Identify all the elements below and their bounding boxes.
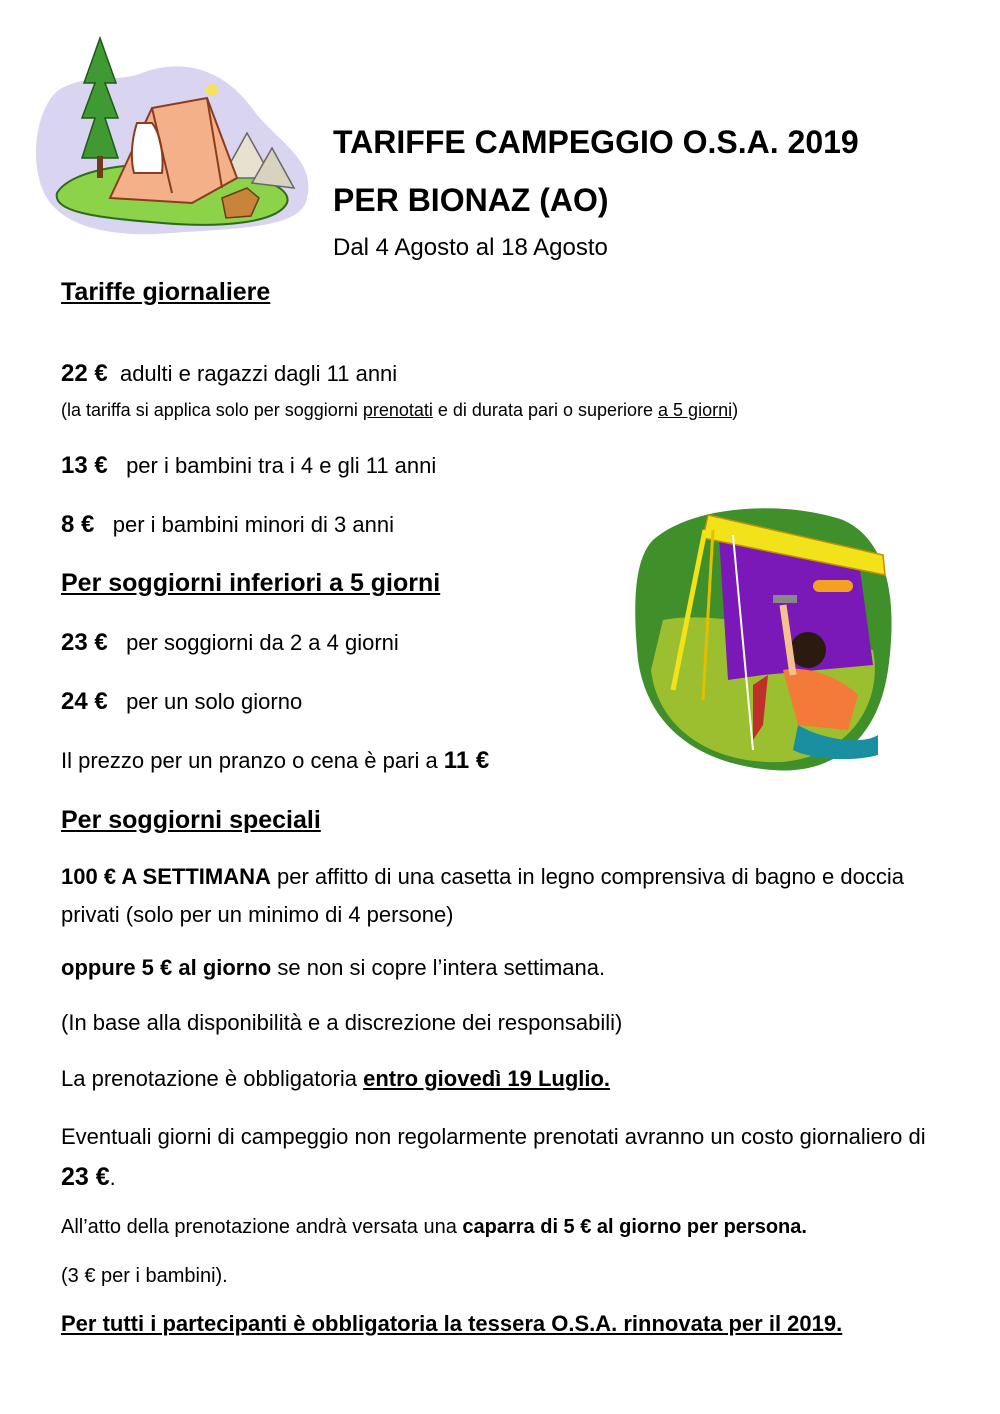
daily-cabin-rate: [61, 955, 605, 981]
adult-desc: adulti e ragazzi dagli 11 anni: [119, 361, 398, 386]
special-stays-heading: Per soggiorni speciali: [61, 806, 321, 834]
daily-cabin-price: oppure 5 € al giorno: [61, 955, 272, 980]
unbooked-days-note: [61, 1117, 941, 1198]
unbooked-text: Eventuali giorni di campeggio non regolarmente prenotati avranno un costo giornaliero di: [61, 1124, 926, 1149]
small-kids-desc: per i bambini minori di 3 anni: [112, 512, 394, 537]
single-day-price: 24 €: [61, 688, 108, 715]
weekly-cabin-desc: per affitto di una casetta in legno comprensiva di bagno e doccia privati (solo per un minimo di 4 persone): [61, 864, 904, 927]
deposit-amount: caparra di 5 € al giorno per persona.: [462, 1216, 807, 1238]
daily-rates-heading: Tariffe giornaliere: [61, 278, 271, 306]
meal-price-line: [61, 747, 489, 775]
booking-deadline: entro giovedì 19 Luglio.: [363, 1066, 611, 1091]
small-kids-price: 8 €: [61, 511, 95, 538]
weekly-cabin-rate: [61, 858, 941, 934]
note-booked: prenotati: [362, 400, 433, 420]
weekly-cabin-price: 100 € A SETTIMANA: [61, 864, 271, 889]
note-text-2: e di durata pari o superiore: [432, 400, 659, 420]
deposit-kids-note: (3 € per i bambini).: [61, 1265, 228, 1287]
daily-cabin-desc: se non si copre l’intera settimana.: [271, 955, 606, 980]
camper-pitching-tent-icon: [633, 500, 898, 780]
kids-rate: [61, 452, 436, 480]
meal-price: 11 €: [443, 747, 490, 774]
short-stays-heading: Per soggiorni inferiori a 5 giorni: [61, 569, 441, 597]
note-close: ): [732, 400, 739, 420]
short-stay-desc: per soggiorni da 2 a 4 giorni: [126, 630, 399, 655]
deposit-text: All’atto della prenotazione andrà versata una: [61, 1216, 463, 1238]
note-min-days: a 5 giorni: [658, 400, 733, 420]
unbooked-end: .: [109, 1165, 116, 1190]
event-dates: Dal 4 Agosto al 18 Agosto: [333, 234, 608, 261]
short-stay-price: 23 €: [61, 629, 108, 656]
adult-rate: [61, 360, 397, 388]
short-stay-rate: [61, 629, 399, 657]
kids-desc: per i bambini tra i 4 e gli 11 anni: [126, 453, 437, 478]
adult-rate-note: [61, 400, 738, 421]
availability-note: (In base alla disponibilità e a discrezione dei responsabili): [61, 1010, 623, 1035]
title-line-2: PER BIONAZ (AO): [333, 182, 609, 218]
deposit-line: [61, 1216, 807, 1239]
booking-deadline-line: [61, 1066, 610, 1092]
single-day-desc: per un solo giorno: [126, 689, 303, 714]
adult-price: 22 €: [61, 360, 108, 387]
unbooked-price: 23 €: [61, 1163, 110, 1191]
membership-requirement: Per tutti i partecipanti è obbligatoria la tessera O.S.A. rinnovata per il 2019.: [61, 1311, 843, 1336]
tent-clipart-icon: [22, 28, 322, 248]
small-kids-rate: [61, 511, 394, 539]
meal-text: Il prezzo per un pranzo o cena è pari a: [61, 748, 444, 773]
kids-price: 13 €: [61, 452, 108, 479]
title-line-1: TARIFFE CAMPEGGIO O.S.A. 2019: [333, 124, 859, 160]
booking-text: La prenotazione è obbligatoria: [61, 1066, 364, 1091]
single-day-rate: [61, 688, 302, 716]
note-text: (la tariffa si applica solo per soggiorni: [61, 400, 363, 420]
